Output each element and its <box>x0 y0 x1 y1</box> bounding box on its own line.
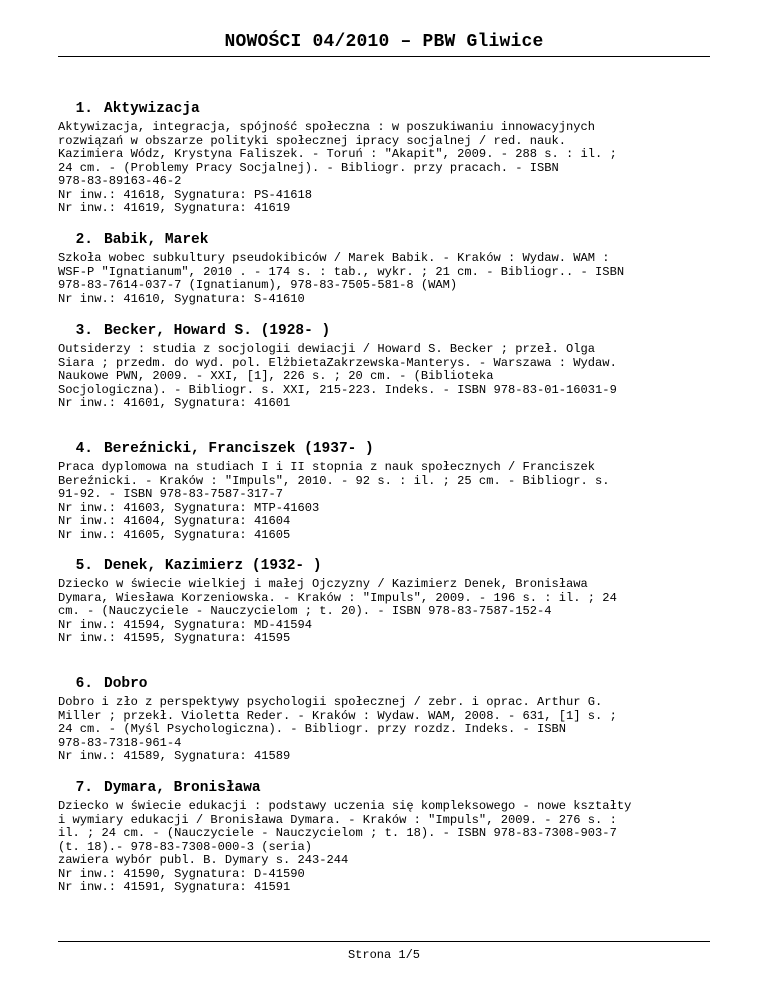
entry-line: Dymara, Wiesława Korzeniowska. - Kraków : "Impuls", 2009. - 196 s. : il. ; 24 <box>58 590 617 605</box>
entry-number: 3. <box>75 323 93 339</box>
entry-title: Becker, Howard S. (1928- ) <box>104 323 331 339</box>
entry-heading <box>58 100 718 118</box>
entry-description <box>58 696 718 764</box>
catalog-entry <box>58 779 718 895</box>
catalog-entry <box>58 231 718 306</box>
catalog-entry <box>58 100 718 216</box>
entry-line: (t. 18).- 978-83-7308-000-3 (seria) <box>58 839 313 854</box>
entry-number: 5. <box>75 558 93 574</box>
catalog-entry <box>58 440 718 542</box>
entry-line: 24 cm. - (Myśl Psychologiczna). - Bibliogr. przy rozdz. Indeks. - ISBN <box>58 722 567 736</box>
page-title: NOWOŚCI 04/2010 – PBW Gliwice <box>224 32 544 52</box>
entry-line: il. ; 24 cm. - (Nauczyciele - Nauczycielom ; t. 18). - ISBN 978-83-7308-903-7 <box>58 826 617 840</box>
entry-line: zawiera wybór publ. B. Dymary s. 243-244 <box>58 853 349 867</box>
entry-line: Dziecko w świecie edukacji : podstawy uczenia się kompleksowego - nowe kształty <box>58 799 632 813</box>
entry-line: Dziecko w świecie wielkiej i małej Ojczyzny / Kazimierz Denek, Bronisława <box>58 577 588 591</box>
entry-line: Nr inw.: 41619, Sygnatura: 41619 <box>58 201 291 215</box>
entry-line: Nr inw.: 41604, Sygnatura: 41604 <box>58 514 291 528</box>
entry-line: rozwiązań w obszarze polityki społecznej ipracy socjalnej / red. nauk. <box>58 133 567 148</box>
entry-line: Socjologiczna). - Bibliogr. s. XXI, 215-223. Indeks. - ISBN 978-83-01-16031-9 <box>58 382 617 397</box>
entry-line: Nr inw.: 41603, Sygnatura: MTP-41603 <box>58 500 320 515</box>
entry-number: 4. <box>75 441 93 457</box>
entry-heading <box>58 675 718 693</box>
title-divider <box>58 56 710 57</box>
entry-title: Bereźnicki, Franciszek (1937- ) <box>104 441 374 457</box>
footer-divider <box>58 941 710 942</box>
entry-line: Nr inw.: 41589, Sygnatura: 41589 <box>58 749 291 763</box>
entry-line: 24 cm. - (Problemy Pracy Socjalnej). - Bibliogr. przy pracach. - ISBN <box>58 160 559 175</box>
entry-line: 978-83-7318-961-4 <box>58 735 182 750</box>
entry-heading <box>58 231 718 249</box>
entry-description <box>58 343 718 411</box>
entry-line: Nr inw.: 41591, Sygnatura: 41591 <box>58 880 291 894</box>
entry-title: Dymara, Bronisława <box>104 780 261 796</box>
catalog-entry <box>58 557 718 646</box>
catalog-entry <box>58 322 718 411</box>
entry-line: Praca dyplomowa na studiach I i II stopnia z nauk społecznych / Franciszek <box>58 460 596 474</box>
entry-title: Babik, Marek <box>104 232 209 248</box>
entry-title: Aktywizacja <box>104 101 200 117</box>
entry-line: Miller ; przekł. Violetta Reder. - Kraków : Wydaw. WAM, 2008. - 631, [1] s. ; <box>58 708 617 723</box>
entry-line: Nr inw.: 41595, Sygnatura: 41595 <box>58 631 291 645</box>
entry-line: Bereźnicki. - Kraków : "Impuls", 2010. - 92 s. : il. ; 25 cm. - Bibliogr. s. <box>58 473 610 488</box>
entry-number: 6. <box>75 676 93 692</box>
entry-heading <box>58 322 718 340</box>
entry-title: Denek, Kazimierz (1932- ) <box>104 558 322 574</box>
entry-line: Nr inw.: 41605, Sygnatura: 41605 <box>58 527 291 542</box>
entry-line: Siara ; przedm. do wyd. pol. ElżbietaZakrzewska-Manterys. - Warszawa : Wydaw. <box>58 355 617 370</box>
entry-description <box>58 800 718 895</box>
entry-line: i wymiary edukacji / Bronisława Dymara. - Kraków : "Impuls", 2009. - 276 s. : <box>58 812 617 827</box>
entry-line: Nr inw.: 41610, Sygnatura: S-41610 <box>58 291 305 306</box>
entry-heading <box>58 440 718 458</box>
entry-line: Nr inw.: 41590, Sygnatura: D-41590 <box>58 866 305 881</box>
entry-line: Outsiderzy : studia z socjologii dewiacji / Howard S. Becker ; przeł. Olga <box>58 342 596 356</box>
entry-line: Nr inw.: 41594, Sygnatura: MD-41594 <box>58 617 313 632</box>
entry-line: 978-83-7614-037-7 (Ignatianum), 978-83-7505-581-8 (WAM) <box>58 278 458 292</box>
entry-description <box>58 461 718 542</box>
entry-number: 7. <box>75 780 93 796</box>
entry-heading <box>58 557 718 575</box>
entry-description <box>58 121 718 216</box>
entry-heading <box>58 779 718 797</box>
entry-line: Szkoła wobec subkultury pseudokibiców / Marek Babik. - Kraków : Wydaw. WAM : <box>58 251 610 265</box>
entry-description <box>58 252 718 306</box>
entry-line: 91-92. - ISBN 978-83-7587-317-7 <box>58 487 283 501</box>
entry-line: Nr inw.: 41618, Sygnatura: PS-41618 <box>58 187 313 202</box>
entry-number: 2. <box>75 232 93 248</box>
entry-line: Naukowe PWN, 2009. - XXI, [1], 226 s. ; 20 cm. - (Biblioteka <box>58 369 494 383</box>
entry-line: WSF-P "Ignatianum", 2010 . - 174 s. : tab., wykr. ; 21 cm. - Bibliogr.. - ISBN <box>58 264 625 279</box>
page-number: Strona 1/5 <box>347 948 420 962</box>
entry-line: Aktywizacja, integracja, spójność społeczna : w poszukiwaniu innowacyjnych <box>58 120 596 134</box>
entry-line: Dobro i zło z perspektywy psychologii społecznej / zebr. i oprac. Arthur G. <box>58 695 603 709</box>
entry-line: 978-83-89163-46-2 <box>58 174 182 188</box>
entry-description <box>58 578 718 646</box>
entry-line: cm. - (Nauczyciele - Nauczycielom ; t. 20). - ISBN 978-83-7587-152-4 <box>58 604 552 618</box>
entry-number: 1. <box>75 101 93 117</box>
entry-title: Dobro <box>104 676 148 692</box>
entry-line: Kazimiera Wódz, Krystyna Faliszek. - Toruń : "Akapit", 2009. - 288 s. : il. ; <box>58 147 617 161</box>
catalog-entry <box>58 675 718 764</box>
entry-line: Nr inw.: 41601, Sygnatura: 41601 <box>58 396 291 410</box>
